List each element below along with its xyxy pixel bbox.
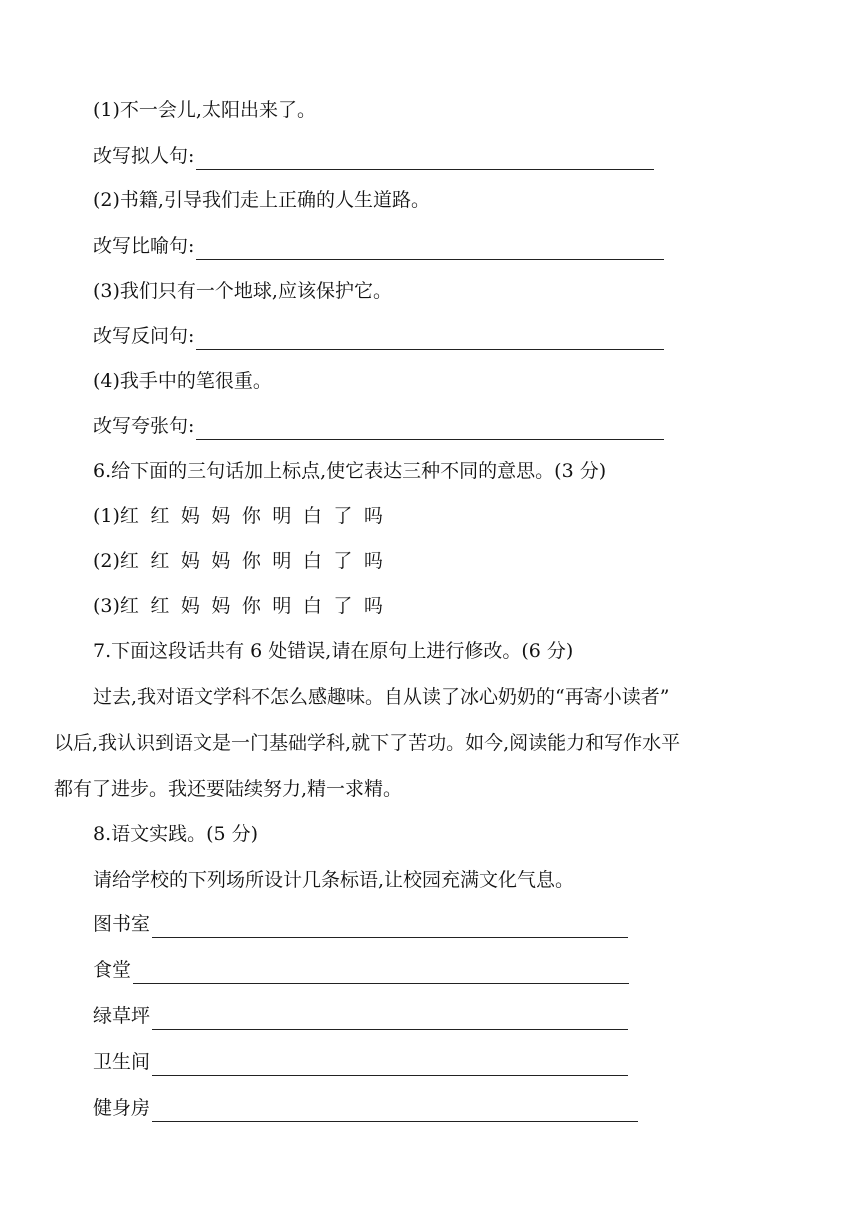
char: 明 [272, 595, 292, 617]
q6-line-1 [93, 502, 394, 530]
q7-paragraph-line-2: 以后,我认识到语文是一门基础学科,就下了苦功。如今,阅读能力和写作水平 [54, 732, 681, 754]
place-label: 绿草坪 [93, 1005, 151, 1027]
slogan-blank[interactable] [152, 1055, 628, 1076]
line-number: (1) [93, 505, 120, 527]
rewrite-label: 改写夸张句: [93, 415, 195, 437]
q8-title: 8.语文实践。(5 分) [93, 823, 259, 845]
q7-paragraph-line-1: 过去,我对语文学科不怎么感趣味。自从读了冰心奶奶的“再寄小读者” [93, 686, 670, 708]
slogan-blank[interactable] [133, 963, 629, 984]
char: 白 [302, 595, 322, 617]
line-number: (2) [93, 550, 120, 572]
char: 了 [333, 595, 353, 617]
char: 白 [302, 550, 322, 572]
slogan-blank[interactable] [152, 1101, 638, 1122]
char: 吗 [363, 550, 383, 572]
char: 妈 [180, 595, 200, 617]
char: 了 [333, 505, 353, 527]
char: 红 [150, 550, 170, 572]
char: 吗 [363, 505, 383, 527]
slogan-row-gym [93, 1094, 638, 1122]
char: 红 [119, 550, 139, 572]
place-label: 图书室 [93, 913, 151, 935]
line-number: (3) [93, 595, 120, 617]
char: 白 [302, 505, 322, 527]
char: 你 [241, 505, 261, 527]
char: 妈 [211, 505, 231, 527]
char: 妈 [211, 595, 231, 617]
slogan-blank[interactable] [152, 917, 628, 938]
slogan-row-lawn [93, 1002, 628, 1030]
char: 了 [333, 550, 353, 572]
rewrite-row-1 [93, 142, 654, 170]
char: 妈 [180, 505, 200, 527]
char: 红 [150, 505, 170, 527]
char: 红 [150, 595, 170, 617]
char: 你 [241, 595, 261, 617]
answer-blank[interactable] [196, 419, 664, 440]
q7-paragraph-line-3: 都有了进步。我还要陆续努力,精一求精。 [54, 778, 403, 800]
q6-line-2 [93, 547, 394, 575]
sentence-3: (3)我们只有一个地球,应该保护它。 [93, 280, 392, 302]
sentence-2: (2)书籍,引导我们走上正确的人生道路。 [93, 189, 430, 211]
rewrite-row-3 [93, 322, 664, 350]
rewrite-label: 改写反问句: [93, 325, 195, 347]
answer-blank[interactable] [196, 329, 664, 350]
rewrite-row-2 [93, 232, 664, 260]
slogan-blank[interactable] [152, 1009, 628, 1030]
char: 明 [272, 505, 292, 527]
sentence-4: (4)我手中的笔很重。 [93, 370, 272, 392]
q7-title: 7.下面这段话共有 6 处错误,请在原句上进行修改。(6 分) [93, 640, 574, 662]
rewrite-row-4 [93, 412, 664, 440]
place-label: 食堂 [93, 959, 132, 981]
q6-line-3 [93, 592, 394, 620]
place-label: 健身房 [93, 1097, 151, 1119]
char: 吗 [363, 595, 383, 617]
q6-title: 6.给下面的三句话加上标点,使它表达三种不同的意思。(3 分) [93, 460, 607, 482]
rewrite-label: 改写比喻句: [93, 235, 195, 257]
char: 你 [241, 550, 261, 572]
char: 明 [272, 550, 292, 572]
slogan-row-restroom [93, 1048, 628, 1076]
rewrite-label: 改写拟人句: [93, 145, 195, 167]
char: 红 [119, 595, 139, 617]
slogan-row-canteen [93, 956, 629, 984]
q8-instruction: 请给学校的下列场所设计几条标语,让校园充满文化气息。 [93, 869, 575, 891]
char: 红 [119, 505, 139, 527]
char: 妈 [180, 550, 200, 572]
place-label: 卫生间 [93, 1051, 151, 1073]
char: 妈 [211, 550, 231, 572]
answer-blank[interactable] [196, 149, 654, 170]
answer-blank[interactable] [196, 239, 664, 260]
slogan-row-library [93, 910, 628, 938]
sentence-1: (1)不一会儿,太阳出来了。 [93, 99, 316, 121]
